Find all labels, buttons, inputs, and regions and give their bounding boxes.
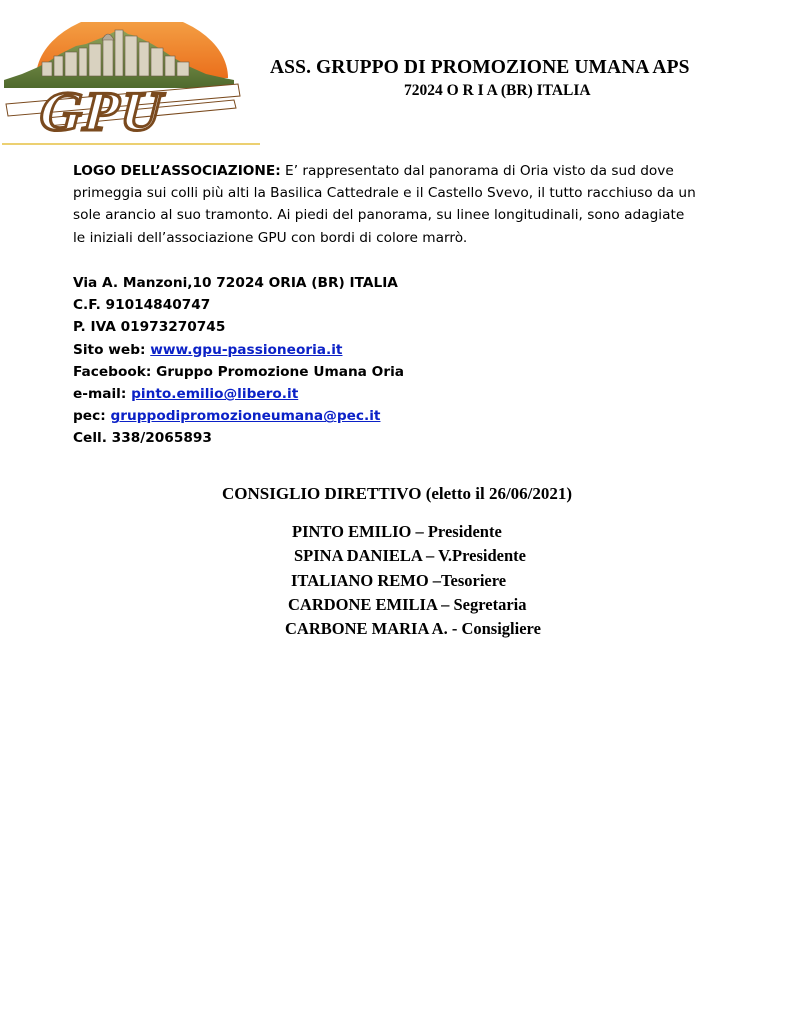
description-line-2: primeggia sui colli più alti la Basilica Cattedrale e il Castello Svevo, il tutto racchiuso da un <box>73 185 696 202</box>
address: Via A. Manzoni,10 72024 ORIA (BR) ITALIA <box>73 275 398 291</box>
board-member-president: PINTO EMILIO – Presidente <box>292 522 502 541</box>
board-member-councillor: CARBONE MARIA A. - Consigliere <box>285 619 541 638</box>
email-link[interactable]: pinto.emilio@libero.it <box>131 386 299 403</box>
board-member-secretary: CARDONE EMILIA – Segretaria <box>288 595 527 614</box>
description-line-3: sole arancio al suo tramonto. Ai piedi del panorama, su linee longitudinali, sono adagiate <box>73 207 685 224</box>
website-label: Sito web: <box>73 341 151 358</box>
association-location: 72024 O R I A (BR) ITALIA <box>404 82 591 99</box>
fiscal-code: C.F. 91014840747 <box>73 297 211 314</box>
description-text-1: E’ rappresentato dal panorama di Oria visto da sud dove <box>280 163 674 179</box>
description-label: LOGO DELL’ASSOCIAZIONE: <box>73 163 281 179</box>
board-member-vice-president: SPINA DANIELA – V.Presidente <box>294 546 526 565</box>
gpu-lettering <box>6 81 240 143</box>
email-row <box>73 383 404 405</box>
logo-description <box>73 160 743 249</box>
board-member-treasurer: ITALIANO REMO –Tesoriere <box>291 571 507 590</box>
website-link[interactable]: www.gpu-passioneoria.it <box>150 341 343 358</box>
pec-row <box>73 405 404 427</box>
board-title: CONSIGLIO DIRETTIVO (eletto il 26/06/2021) <box>222 484 573 503</box>
cell-phone: Cell. 338/2065893 <box>73 430 212 447</box>
svg-text:GPU: GPU <box>31 80 172 143</box>
association-title: ASS. GRUPPO DI PROMOZIONE UMANA APS <box>270 57 690 78</box>
description-line-1 <box>73 160 743 182</box>
pec-label: pec: <box>73 408 111 425</box>
facebook: Facebook: Gruppo Promozione Umana Oria <box>73 363 404 380</box>
description-line-4: le iniziali dell’associazione GPU con bordi di colore marrò. <box>73 229 468 246</box>
vat-number: P. IVA 01973270745 <box>73 319 226 336</box>
contact-info <box>73 272 404 450</box>
gpu-logo <box>2 22 260 146</box>
website-row <box>73 339 404 361</box>
email-label: e-mail: <box>73 386 132 403</box>
pec-link[interactable]: gruppodipromozioneumana@pec.it <box>110 408 381 425</box>
